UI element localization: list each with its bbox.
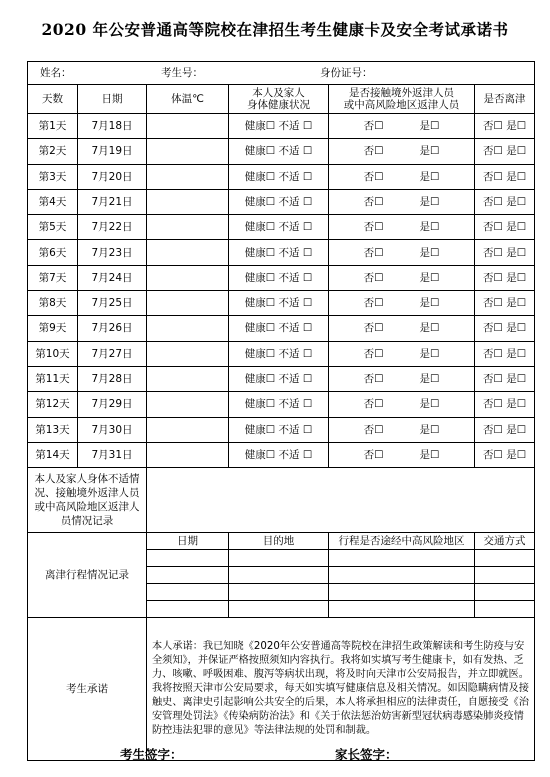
parent-signature-label: 家长签字： (335, 747, 398, 762)
trip-header-transport: 交通方式 (475, 533, 535, 550)
trip-header-date: 日期 (147, 533, 229, 550)
pledge-row (28, 618, 535, 761)
leave-cell (475, 215, 535, 240)
contact-yes-checkbox[interactable]: 是☐ (419, 398, 440, 411)
day-label: 第3天 (28, 164, 78, 189)
health-status-cell (229, 366, 329, 391)
temperature-input[interactable] (147, 114, 229, 139)
day-label: 第6天 (28, 240, 78, 265)
healthy-checkbox[interactable]: 健康☐ (244, 347, 276, 360)
contact-no-checkbox[interactable]: 否☐ (363, 322, 384, 335)
leave-cell (475, 265, 535, 290)
day-label: 第9天 (28, 316, 78, 341)
temperature-input[interactable] (147, 215, 229, 240)
contact-yes-checkbox[interactable]: 是☐ (419, 347, 440, 360)
contact-yes-checkbox[interactable]: 是☐ (419, 297, 440, 310)
healthy-checkbox[interactable]: 健康☐ (244, 373, 276, 386)
header-temperature: 体温℃ (147, 85, 229, 114)
leave-cell (475, 392, 535, 417)
health-card-table (27, 61, 535, 761)
leave-yes-checkbox[interactable]: 是☐ (506, 398, 527, 411)
contact-yes-checkbox[interactable]: 是☐ (419, 170, 440, 183)
day-row (28, 164, 535, 189)
contact-yes-checkbox[interactable]: 是☐ (419, 423, 440, 436)
unwell-checkbox[interactable]: 不适 ☐ (278, 398, 313, 411)
date-cell: 7月24日 (78, 265, 147, 290)
contact-no-checkbox[interactable]: 否☐ (363, 423, 384, 436)
contact-yes-checkbox[interactable]: 是☐ (419, 271, 440, 284)
health-status-cell (229, 392, 329, 417)
leave-no-checkbox[interactable]: 否☐ (482, 322, 503, 335)
contact-no-checkbox[interactable]: 否☐ (363, 347, 384, 360)
contact-cell (329, 341, 475, 366)
contact-no-checkbox[interactable]: 否☐ (363, 196, 384, 208)
unwell-record-label: 本人及家人身体不适情况、接触境外返津人员或中高风险地区返津人员情况记录 (28, 468, 147, 533)
leave-cell (475, 139, 535, 164)
leave-no-checkbox[interactable]: 否☐ (482, 347, 503, 360)
contact-cell (329, 316, 475, 341)
day-label: 第12天 (28, 392, 78, 417)
health-status-cell (229, 139, 329, 164)
unwell-checkbox[interactable]: 不适 ☐ (278, 297, 313, 310)
day-row (28, 114, 535, 139)
trip-risk-input[interactable] (329, 567, 475, 584)
temperature-input[interactable] (147, 366, 229, 391)
contact-yes-checkbox[interactable]: 是☐ (419, 322, 440, 335)
contact-no-checkbox[interactable]: 否☐ (363, 246, 384, 259)
contact-yes-checkbox[interactable]: 是☐ (419, 448, 440, 461)
contact-cell (329, 215, 475, 240)
contact-cell (329, 265, 475, 290)
unwell-checkbox[interactable]: 不适 ☐ (278, 347, 313, 360)
healthy-checkbox[interactable]: 健康☐ (244, 246, 276, 259)
health-status-cell (229, 265, 329, 290)
trip-date-input[interactable] (147, 601, 229, 618)
leave-no-checkbox[interactable]: 否☐ (482, 221, 503, 234)
temperature-input[interactable] (147, 417, 229, 442)
day-row (28, 366, 535, 391)
leave-cell (475, 114, 535, 139)
temperature-input[interactable] (147, 164, 229, 189)
contact-yes-checkbox[interactable]: 是☐ (419, 196, 440, 208)
leave-yes-checkbox[interactable]: 是☐ (506, 196, 527, 208)
contact-yes-checkbox[interactable]: 是☐ (419, 221, 440, 234)
leave-no-checkbox[interactable]: 否☐ (482, 271, 503, 284)
leave-cell (475, 366, 535, 391)
trip-header-row (28, 533, 535, 550)
contact-no-checkbox[interactable]: 否☐ (363, 398, 384, 411)
trip-risk-input[interactable] (329, 584, 475, 601)
healthy-checkbox[interactable]: 健康☐ (244, 448, 276, 461)
contact-no-checkbox[interactable]: 否☐ (363, 221, 384, 234)
leave-no-checkbox[interactable]: 否☐ (482, 196, 503, 208)
leave-cell (475, 291, 535, 316)
unwell-checkbox[interactable]: 不适 ☐ (278, 145, 313, 158)
pledge-label: 考生承诺 (28, 618, 147, 761)
unwell-checkbox[interactable]: 不适 ☐ (278, 322, 313, 335)
unwell-checkbox[interactable]: 不适 ☐ (278, 373, 313, 386)
date-cell: 7月30日 (78, 417, 147, 442)
trip-transport-input[interactable] (475, 550, 535, 567)
healthy-checkbox[interactable]: 健康☐ (244, 145, 276, 158)
unwell-record-row (28, 468, 535, 533)
date-cell: 7月21日 (78, 189, 147, 214)
contact-yes-checkbox[interactable]: 是☐ (419, 246, 440, 259)
day-label: 第5天 (28, 215, 78, 240)
healthy-checkbox[interactable]: 健康☐ (244, 170, 276, 183)
contact-cell (329, 139, 475, 164)
day-label: 第8天 (28, 291, 78, 316)
health-status-cell (229, 164, 329, 189)
temperature-input[interactable] (147, 392, 229, 417)
date-cell: 7月31日 (78, 442, 147, 467)
healthy-checkbox[interactable]: 健康☐ (244, 423, 276, 436)
date-cell: 7月26日 (78, 316, 147, 341)
student-signature-label: 考生签字： (120, 747, 183, 762)
date-cell: 7月22日 (78, 215, 147, 240)
unwell-checkbox[interactable]: 不适 ☐ (278, 448, 313, 461)
contact-cell (329, 189, 475, 214)
day-row (28, 189, 535, 214)
temperature-input[interactable] (147, 139, 229, 164)
trip-record-label: 离津行程情况记录 (28, 533, 147, 618)
day-row (28, 215, 535, 240)
health-status-cell (229, 442, 329, 467)
day-row (28, 417, 535, 442)
leave-yes-checkbox[interactable]: 是☐ (506, 271, 527, 284)
date-cell: 7月23日 (78, 240, 147, 265)
health-status-cell (229, 316, 329, 341)
trip-date-input[interactable] (147, 550, 229, 567)
contact-no-checkbox[interactable]: 否☐ (363, 297, 384, 310)
health-status-cell (229, 240, 329, 265)
date-cell: 7月25日 (78, 291, 147, 316)
temperature-input[interactable] (147, 240, 229, 265)
healthy-checkbox[interactable]: 健康☐ (244, 398, 276, 411)
temperature-input[interactable] (147, 442, 229, 467)
contact-no-checkbox[interactable]: 否☐ (363, 373, 384, 386)
day-row (28, 240, 535, 265)
leave-no-checkbox[interactable]: 否☐ (482, 170, 503, 183)
header-day: 天数 (28, 85, 78, 114)
leave-cell (475, 164, 535, 189)
date-cell: 7月18日 (78, 114, 147, 139)
contact-yes-checkbox[interactable]: 是☐ (419, 373, 440, 386)
day-row (28, 442, 535, 467)
date-cell: 7月19日 (78, 139, 147, 164)
header-date: 日期 (78, 85, 147, 114)
contact-no-checkbox[interactable]: 否☐ (363, 170, 384, 183)
leave-yes-checkbox[interactable]: 是☐ (506, 221, 527, 234)
unwell-checkbox[interactable]: 不适 ☐ (278, 196, 313, 208)
leave-yes-checkbox[interactable]: 是☐ (506, 145, 527, 158)
day-label: 第10天 (28, 341, 78, 366)
pledge-text: 本人承诺：我已知晓《2020年公安普通高等院校在津招生政策解读和考生防疫与安全须知》，并保证严格按照须知内容执行。我将如实填写考生健康卡，如有发热、乏力、咳嗽、呼吸困难、腹泻等病状出现，将及时向天津市公安局报告，并立即就医。我将按照天津市公安局要求，每天如实填写健康信息及相关情况。如因隐瞒病情及接触史、离津史引起影响公共安全的后果，本人将承担相应的法律责任，自愿接受《治安管理处罚法》《传染病防治法》和《关于依法惩治妨害新型冠状病毒感染肺炎疫情防控违法犯罪的意见》等法律法规的处罚和制裁。 (147, 618, 535, 761)
contact-no-checkbox[interactable]: 否☐ (363, 271, 384, 284)
trip-header-destination: 目的地 (229, 533, 329, 550)
day-row (28, 139, 535, 164)
document-title: 2020 年公安普通高等院校在津招生考生健康卡及安全考试承诺书 (41, 20, 509, 39)
leave-yes-checkbox[interactable]: 是☐ (506, 170, 527, 183)
day-label: 第11天 (28, 366, 78, 391)
day-label: 第1天 (28, 114, 78, 139)
contact-cell (329, 291, 475, 316)
header-contact: 是否接触境外返津人员 或中高风险地区返津人员 (329, 85, 475, 114)
header-leave: 是否离津 (475, 85, 535, 114)
health-status-cell (229, 189, 329, 214)
day-row (28, 291, 535, 316)
leave-no-checkbox[interactable]: 否☐ (482, 120, 503, 133)
healthy-checkbox[interactable]: 健康☐ (244, 297, 276, 310)
trip-destination-input[interactable] (229, 550, 329, 567)
health-status-cell (229, 417, 329, 442)
leave-yes-checkbox[interactable]: 是☐ (506, 322, 527, 335)
date-cell: 7月28日 (78, 366, 147, 391)
day-row (28, 265, 535, 290)
contact-yes-checkbox[interactable]: 是☐ (419, 120, 440, 133)
name-label: 姓名： (40, 67, 72, 79)
health-status-cell (229, 341, 329, 366)
date-cell: 7月29日 (78, 392, 147, 417)
healthy-checkbox[interactable]: 健康☐ (244, 221, 276, 234)
day-row (28, 341, 535, 366)
contact-cell (329, 417, 475, 442)
contact-yes-checkbox[interactable]: 是☐ (419, 145, 440, 158)
healthy-checkbox[interactable]: 健康☐ (244, 322, 276, 335)
leave-yes-checkbox[interactable]: 是☐ (506, 448, 527, 461)
header-health: 本人及家人 身体健康状况 (229, 85, 329, 114)
temperature-input[interactable] (147, 291, 229, 316)
trip-transport-input[interactable] (475, 601, 535, 618)
temperature-input[interactable] (147, 189, 229, 214)
leave-yes-checkbox[interactable]: 是☐ (506, 347, 527, 360)
unwell-record-input[interactable] (147, 468, 535, 533)
day-label: 第7天 (28, 265, 78, 290)
trip-risk-input[interactable] (329, 550, 475, 567)
healthy-checkbox[interactable]: 健康☐ (244, 271, 276, 284)
unwell-checkbox[interactable]: 不适 ☐ (278, 221, 313, 234)
contact-cell (329, 164, 475, 189)
trip-risk-input[interactable] (329, 601, 475, 618)
day-label: 第2天 (28, 139, 78, 164)
leave-cell (475, 341, 535, 366)
contact-no-checkbox[interactable]: 否☐ (363, 448, 384, 461)
contact-cell (329, 442, 475, 467)
unwell-checkbox[interactable]: 不适 ☐ (278, 271, 313, 284)
leave-cell (475, 240, 535, 265)
healthy-checkbox[interactable]: 健康☐ (244, 196, 276, 208)
id-number-label: 身份证号： (320, 67, 373, 79)
trip-date-input[interactable] (147, 584, 229, 601)
leave-no-checkbox[interactable]: 否☐ (482, 448, 503, 461)
trip-transport-input[interactable] (475, 567, 535, 584)
leave-cell (475, 417, 535, 442)
leave-cell (475, 189, 535, 214)
health-status-cell (229, 215, 329, 240)
trip-date-input[interactable] (147, 567, 229, 584)
leave-no-checkbox[interactable]: 否☐ (482, 398, 503, 411)
contact-cell (329, 392, 475, 417)
day-label: 第4天 (28, 189, 78, 214)
leave-yes-checkbox[interactable]: 是☐ (506, 423, 527, 436)
leave-yes-checkbox[interactable]: 是☐ (506, 373, 527, 386)
unwell-checkbox[interactable]: 不适 ☐ (278, 120, 313, 133)
health-status-cell (229, 114, 329, 139)
contact-cell (329, 240, 475, 265)
trip-destination-input[interactable] (229, 567, 329, 584)
trip-transport-input[interactable] (475, 584, 535, 601)
contact-cell (329, 114, 475, 139)
day-row (28, 392, 535, 417)
leave-no-checkbox[interactable]: 否☐ (482, 423, 503, 436)
trip-header-risk-area: 行程是否途经中高风险地区 (329, 533, 475, 550)
temperature-input[interactable] (147, 265, 229, 290)
leave-cell (475, 442, 535, 467)
day-row (28, 316, 535, 341)
info-row (28, 62, 535, 85)
contact-no-checkbox[interactable]: 否☐ (363, 120, 384, 133)
leave-cell (475, 316, 535, 341)
temperature-input[interactable] (147, 316, 229, 341)
temperature-input[interactable] (147, 341, 229, 366)
leave-yes-checkbox[interactable]: 是☐ (506, 120, 527, 133)
contact-no-checkbox[interactable]: 否☐ (363, 145, 384, 158)
exam-number-label: 考生号： (161, 67, 203, 79)
unwell-checkbox[interactable]: 不适 ☐ (278, 423, 313, 436)
leave-no-checkbox[interactable]: 否☐ (482, 246, 503, 259)
leave-yes-checkbox[interactable]: 是☐ (506, 297, 527, 310)
date-cell: 7月20日 (78, 164, 147, 189)
health-status-cell (229, 291, 329, 316)
trip-destination-input[interactable] (229, 601, 329, 618)
leave-no-checkbox[interactable]: 否☐ (482, 145, 503, 158)
day-label: 第14天 (28, 442, 78, 467)
leave-yes-checkbox[interactable]: 是☐ (506, 246, 527, 259)
unwell-checkbox[interactable]: 不适 ☐ (278, 246, 313, 259)
trip-destination-input[interactable] (229, 584, 329, 601)
contact-cell (329, 366, 475, 391)
healthy-checkbox[interactable]: 健康☐ (244, 120, 276, 133)
header-row (28, 85, 535, 114)
leave-no-checkbox[interactable]: 否☐ (482, 297, 503, 310)
leave-no-checkbox[interactable]: 否☐ (482, 373, 503, 386)
day-label: 第13天 (28, 417, 78, 442)
date-cell: 7月27日 (78, 341, 147, 366)
unwell-checkbox[interactable]: 不适 ☐ (278, 170, 313, 183)
